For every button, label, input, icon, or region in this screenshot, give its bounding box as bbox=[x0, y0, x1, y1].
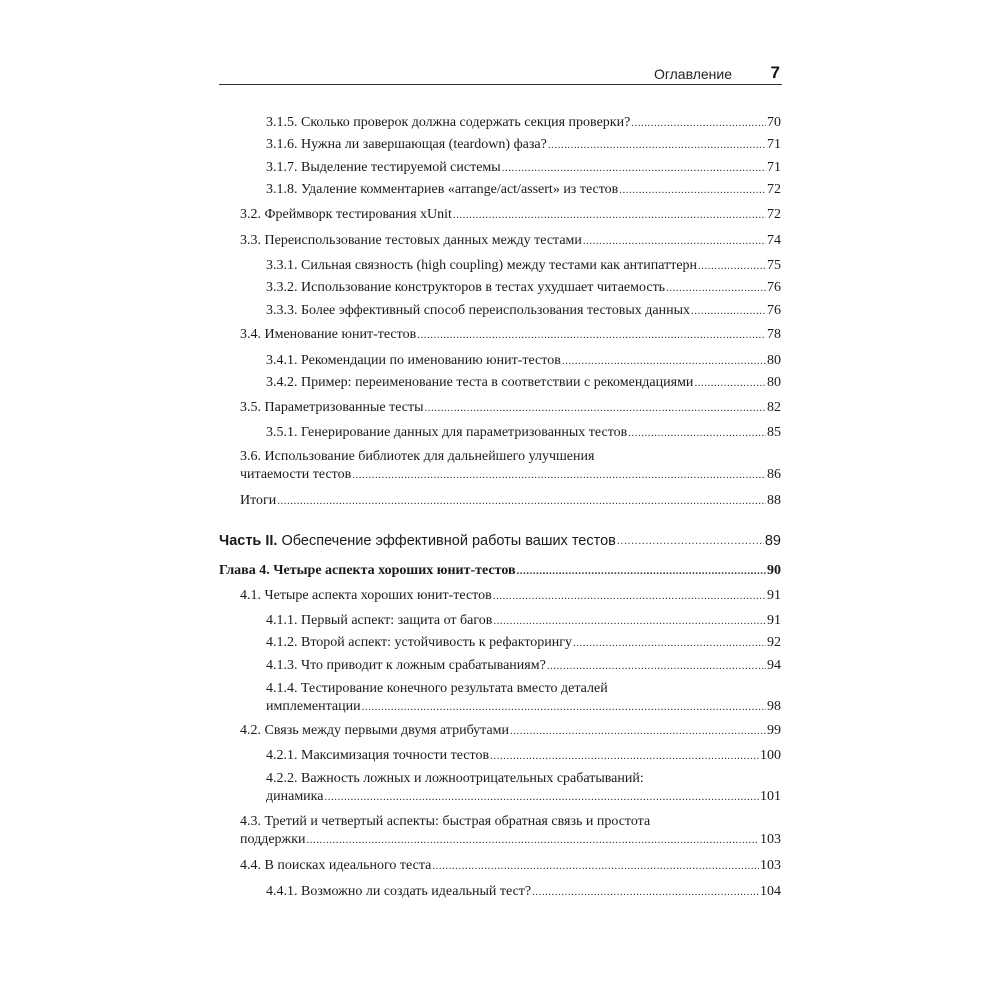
entry-page: 71 bbox=[767, 160, 781, 175]
dot-leader bbox=[425, 399, 766, 417]
toc-entry[interactable] bbox=[266, 657, 781, 675]
entry-title: Максимизация точности тестов bbox=[301, 748, 490, 763]
entry-number: 4.1.2. bbox=[266, 635, 298, 650]
entry-number: 3.1.5. bbox=[266, 115, 298, 130]
entry-title-line1: Тестирование конечного результата вместо деталей bbox=[301, 681, 608, 696]
dot-leader bbox=[532, 883, 759, 901]
entry-number: 4.4.1. bbox=[266, 884, 298, 899]
dot-leader bbox=[307, 831, 759, 849]
entry-title: Выделение тестируемой системы bbox=[301, 160, 501, 175]
entry-title-line2: поддержки bbox=[240, 832, 306, 847]
dot-leader bbox=[694, 374, 766, 392]
dot-leader bbox=[362, 698, 766, 716]
entry-number: 4.1.3. bbox=[266, 658, 298, 673]
entry-title-line1: Использование библиотек для дальнейшего улучшения bbox=[264, 449, 595, 464]
running-title: Оглавление bbox=[653, 66, 732, 82]
toc-entry[interactable] bbox=[266, 136, 781, 154]
entry-page: 92 bbox=[767, 635, 781, 650]
entry-title: Именование юнит-тестов bbox=[264, 327, 417, 342]
entry-page: 94 bbox=[767, 658, 781, 673]
entry-title: Глава 4. Четыре аспекта хороших юнит-тестов bbox=[219, 563, 516, 578]
toc-entry[interactable] bbox=[266, 302, 781, 320]
entry-title: Рекомендации по именованию юнит-тестов bbox=[301, 353, 561, 368]
entry-page: 90 bbox=[767, 563, 781, 578]
toc-entry[interactable] bbox=[240, 448, 781, 484]
toc-entry[interactable] bbox=[240, 206, 781, 224]
toc-entry[interactable] bbox=[266, 612, 781, 630]
entry-number: 3.4. bbox=[240, 327, 261, 342]
entry-title: Обеспечение эффективной работы ваших тестов bbox=[281, 533, 616, 549]
entry-title-line1: Важность ложных и ложноотрицательных срабатываний: bbox=[301, 771, 644, 786]
dot-leader bbox=[631, 114, 766, 132]
entry-title-line2: читаемости тестов bbox=[240, 467, 352, 482]
entry-page: 80 bbox=[767, 353, 781, 368]
entry-number: 4.2.2. bbox=[266, 771, 298, 786]
entry-title: Использование конструкторов в тестах ухудшает читаемость bbox=[301, 280, 666, 295]
entry-page: 80 bbox=[767, 375, 781, 390]
toc-part-entry[interactable] bbox=[219, 532, 781, 550]
entry-number: 4.4. bbox=[240, 858, 261, 873]
toc-entry[interactable] bbox=[266, 159, 781, 177]
dot-leader bbox=[619, 181, 766, 199]
toc-entry[interactable] bbox=[266, 279, 781, 297]
dot-leader bbox=[573, 634, 766, 652]
dot-leader bbox=[510, 722, 766, 740]
toc-entry[interactable] bbox=[240, 232, 781, 250]
entry-page: 76 bbox=[767, 280, 781, 295]
entry-title: Второй аспект: устойчивость к рефакторингу bbox=[301, 635, 573, 650]
entry-title: Пример: переименование теста в соответствии с рекомендациями bbox=[301, 375, 694, 390]
dot-leader bbox=[490, 747, 759, 765]
dot-leader bbox=[562, 352, 766, 370]
toc-entry[interactable] bbox=[266, 883, 781, 901]
toc-entry[interactable] bbox=[240, 399, 781, 417]
toc-entry[interactable] bbox=[240, 722, 781, 740]
toc-entry[interactable] bbox=[240, 813, 781, 849]
entry-page: 103 bbox=[760, 832, 781, 847]
entry-page: 72 bbox=[767, 207, 781, 222]
entry-number: 3.5. bbox=[240, 400, 261, 415]
entry-page: 91 bbox=[767, 613, 781, 628]
toc-entry[interactable] bbox=[266, 770, 781, 806]
entry-title: Четыре аспекта хороших юнит-тестов bbox=[264, 588, 492, 603]
toc-entry[interactable] bbox=[240, 857, 781, 875]
entry-number: 4.1. bbox=[240, 588, 261, 603]
entry-title: Переиспользование тестовых данных между тестами bbox=[264, 233, 582, 248]
entry-number: 3.1.6. bbox=[266, 137, 298, 152]
entry-title-line1: Третий и четвертый аспекты: быстрая обратная связь и простота bbox=[264, 814, 651, 829]
entry-title-line2: имплементации bbox=[266, 699, 361, 714]
entry-page: 72 bbox=[767, 182, 781, 197]
entry-title: Параметризованные тесты bbox=[264, 400, 424, 415]
entry-page: 100 bbox=[760, 748, 781, 763]
dot-leader bbox=[417, 326, 766, 344]
entry-number: 3.4.1. bbox=[266, 353, 298, 368]
toc-entry[interactable] bbox=[266, 352, 781, 370]
entry-page: 85 bbox=[767, 425, 781, 440]
page-number: 7 bbox=[770, 63, 780, 82]
toc-entry[interactable] bbox=[266, 424, 781, 442]
toc-entry[interactable] bbox=[266, 747, 781, 765]
toc-entry[interactable] bbox=[266, 374, 781, 392]
dot-leader bbox=[547, 657, 766, 675]
entry-title-line2: динамика bbox=[266, 789, 324, 804]
entry-number: 4.2. bbox=[240, 723, 261, 738]
toc-entry[interactable] bbox=[266, 114, 781, 132]
part-label: Часть II. bbox=[219, 533, 278, 549]
entry-number: 3.5.1. bbox=[266, 425, 298, 440]
toc-entry[interactable] bbox=[266, 257, 781, 275]
entry-page: 70 bbox=[767, 115, 781, 130]
entry-page: 86 bbox=[767, 467, 781, 482]
entry-title: Фреймворк тестирования xUnit bbox=[264, 207, 452, 222]
entry-page: 75 bbox=[767, 258, 781, 273]
entry-page: 101 bbox=[760, 789, 781, 804]
entry-title: Что приводит к ложным срабатываниям? bbox=[301, 658, 546, 673]
entry-number: 3.2. bbox=[240, 207, 261, 222]
entry-page: 88 bbox=[767, 493, 781, 508]
dot-leader bbox=[453, 206, 766, 224]
dot-leader bbox=[517, 562, 766, 580]
toc-chapter-entry[interactable] bbox=[219, 562, 781, 580]
entry-page: 91 bbox=[767, 588, 781, 603]
dot-leader bbox=[493, 587, 766, 605]
entry-page: 98 bbox=[767, 699, 781, 714]
entry-title: Сколько проверок должна содержать секция проверки? bbox=[301, 115, 631, 130]
toc-entry[interactable] bbox=[266, 181, 781, 199]
dot-leader bbox=[666, 279, 766, 297]
entry-number: 3.4.2. bbox=[266, 375, 298, 390]
entry-title: Более эффективный способ переиспользования тестовых данных bbox=[301, 303, 690, 318]
toc-entry[interactable] bbox=[240, 492, 781, 510]
dot-leader bbox=[324, 788, 759, 806]
entry-number: 3.3. bbox=[240, 233, 261, 248]
entry-page: 104 bbox=[760, 884, 781, 899]
dot-leader bbox=[691, 302, 766, 320]
entry-title: Нужна ли завершающая (teardown) фаза? bbox=[301, 137, 547, 152]
dot-leader bbox=[277, 492, 766, 510]
toc-entry[interactable] bbox=[240, 587, 781, 605]
dot-leader bbox=[493, 612, 766, 630]
entry-page: 76 bbox=[767, 303, 781, 318]
entry-number: 3.6. bbox=[240, 449, 261, 464]
entry-number: 3.1.8. bbox=[266, 182, 298, 197]
entry-page: 103 bbox=[760, 858, 781, 873]
entry-title: Удаление комментариев «arrange/act/assert» из тестов bbox=[301, 182, 619, 197]
entry-page: 78 bbox=[767, 327, 781, 342]
entry-page: 74 bbox=[767, 233, 781, 248]
entry-number: 4.1.4. bbox=[266, 681, 298, 696]
dot-leader bbox=[628, 424, 766, 442]
entry-title: Итоги bbox=[240, 493, 277, 508]
entry-page: 89 bbox=[764, 533, 781, 549]
entry-title: Возможно ли создать идеальный тест? bbox=[301, 884, 532, 899]
entry-number: 4.3. bbox=[240, 814, 261, 829]
entry-title: Связь между первыми двумя атрибутами bbox=[264, 723, 510, 738]
entry-number: 4.1.1. bbox=[266, 613, 298, 628]
entry-number: 3.3.2. bbox=[266, 280, 298, 295]
entry-number: 4.2.1. bbox=[266, 748, 298, 763]
dot-leader bbox=[352, 466, 766, 484]
toc-entry[interactable] bbox=[266, 634, 781, 652]
dot-leader bbox=[583, 232, 766, 250]
dot-leader bbox=[698, 257, 766, 275]
toc-entry[interactable] bbox=[266, 680, 781, 716]
entry-title: Сильная связность (high coupling) между тестами как антипаттерн bbox=[301, 258, 698, 273]
entry-number: 3.1.7. bbox=[266, 160, 298, 175]
entry-title: В поисках идеального теста bbox=[264, 858, 432, 873]
entry-number: 3.3.1. bbox=[266, 258, 298, 273]
entry-title: Первый аспект: защита от багов bbox=[301, 613, 493, 628]
dot-leader bbox=[548, 136, 766, 154]
toc-entry[interactable] bbox=[240, 326, 781, 344]
dot-leader bbox=[617, 532, 764, 550]
entry-page: 99 bbox=[767, 723, 781, 738]
entry-page: 82 bbox=[767, 400, 781, 415]
entry-page: 71 bbox=[767, 137, 781, 152]
entry-title: Генерирование данных для параметризованных тестов bbox=[301, 425, 628, 440]
dot-leader bbox=[432, 857, 759, 875]
dot-leader bbox=[502, 159, 766, 177]
entry-number: 3.3.3. bbox=[266, 303, 298, 318]
